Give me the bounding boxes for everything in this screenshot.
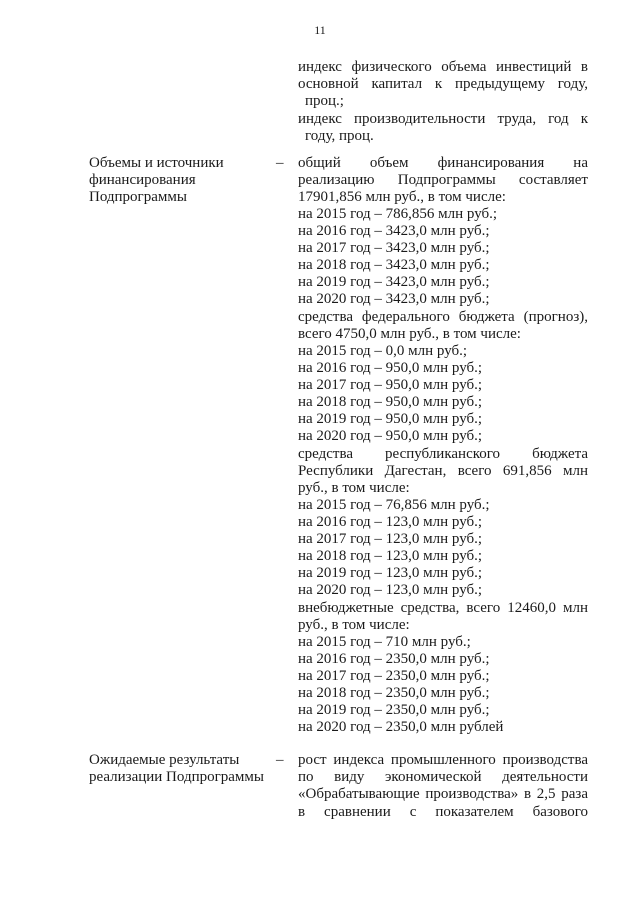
text-line: на 2016 год – 2350,0 млн руб.; (298, 651, 490, 667)
text-line: основной капитал к предыдущему году, (298, 76, 588, 92)
text-line: «Обрабатывающие производства» в 2,5 раза (298, 786, 588, 802)
text-line: на 2017 год – 3423,0 млн руб.; (298, 240, 490, 256)
text-line: проц.; (305, 93, 344, 109)
text-line: на 2015 год – 786,856 млн руб.; (298, 206, 498, 222)
results-label: Ожидаемые результаты (89, 752, 240, 768)
text-line: на 2019 год – 2350,0 млн руб.; (298, 702, 490, 718)
text-line: на 2017 год – 950,0 млн руб.; (298, 377, 483, 393)
text-line: средства федерального бюджета (прогноз), (298, 309, 588, 325)
text-line: общий объем финансирования на (298, 155, 588, 171)
text-line: на 2018 год – 3423,0 млн руб.; (298, 257, 490, 273)
text-line: на 2015 год – 710 млн руб.; (298, 634, 471, 650)
text-line: по виду экономической деятельности (298, 769, 588, 785)
text-line: всего 4750,0 млн руб., в том числе: (298, 326, 521, 342)
text-line: индекс производительности труда, год к (298, 111, 588, 127)
text-line: внебюджетные средства, всего 12460,0 млн (298, 600, 588, 616)
text-line: на 2020 год – 950,0 млн руб.; (298, 428, 483, 444)
text-line: 17901,856 млн руб., в том числе: (298, 189, 506, 205)
text-line: на 2019 год – 3423,0 млн руб.; (298, 274, 490, 290)
text-line: на 2016 год – 3423,0 млн руб.; (298, 223, 490, 239)
results-label: реализации Подпрограммы (89, 769, 264, 785)
text-line: на 2018 год – 123,0 млн руб.; (298, 548, 483, 564)
text-line: в сравнении с показателем базового (298, 804, 588, 820)
text-line: году, проц. (305, 128, 374, 144)
text-line: на 2020 год – 3423,0 млн руб.; (298, 291, 490, 307)
text-line: на 2016 год – 123,0 млн руб.; (298, 514, 483, 530)
text-line: на 2018 год – 2350,0 млн руб.; (298, 685, 490, 701)
dash-separator: – (276, 155, 284, 171)
text-line: на 2017 год – 123,0 млн руб.; (298, 531, 483, 547)
text-line: рост индекса промышленного производства (298, 752, 588, 768)
text-line: руб., в том числе: (298, 480, 410, 496)
financing-label: Подпрограммы (89, 189, 187, 205)
text-line: реализацию Подпрограммы составляет (298, 172, 588, 188)
financing-label: Объемы и источники (89, 155, 224, 171)
text-line: на 2016 год – 950,0 млн руб.; (298, 360, 483, 376)
text-line: на 2020 год – 2350,0 млн рублей (298, 719, 504, 735)
page-number: 11 (314, 23, 326, 37)
text-line: на 2015 год – 0,0 млн руб.; (298, 343, 468, 359)
dash-separator: – (276, 752, 284, 768)
text-line: на 2015 год – 76,856 млн руб.; (298, 497, 490, 513)
text-line: на 2020 год – 123,0 млн руб.; (298, 582, 483, 598)
text-line: на 2018 год – 950,0 млн руб.; (298, 394, 483, 410)
text-line: индекс физического объема инвестиций в (298, 59, 588, 75)
text-line: Республики Дагестан, всего 691,856 млн (298, 463, 588, 479)
text-line: руб., в том числе: (298, 617, 410, 633)
text-line: средства республиканского бюджета (298, 446, 588, 462)
text-line: на 2019 год – 950,0 млн руб.; (298, 411, 483, 427)
text-line: на 2019 год – 123,0 млн руб.; (298, 565, 483, 581)
text-line: на 2017 год – 2350,0 млн руб.; (298, 668, 490, 684)
financing-label: финансирования (89, 172, 196, 188)
